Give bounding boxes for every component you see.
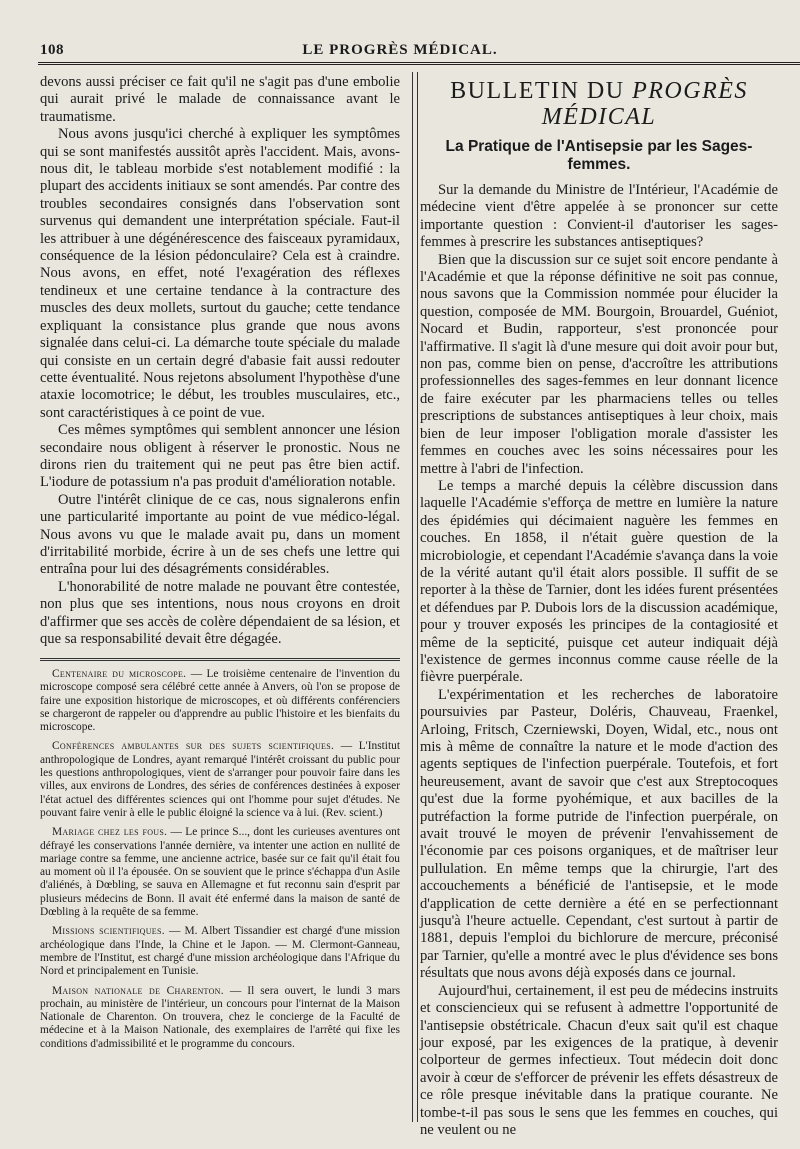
note-text: — Le prince S..., dont les curieuses aventures ont défrayé les conservations l'année dernière, va intenter une action en nullité de mariage contre sa femme, une ancienne actrice, basée sur ce fait qu'il était fou au moment où il l'a épousée. On se souvient que le prince s'échappa d'un Asile d'aliénés, à Dœbling, se sauva en Allemagne et fut reconnu sain d'esprit par plusieurs médecins de Bonn. Il avait été enfermé dans la maison de santé de Dœbling à la requête de sa femme. — [40, 826, 400, 919]
paragraph: L'expérimentation et les recherches de laboratoire poursuivies par Pasteur, Doléris, Chauveau, Fraenkel, Arloing, Fritsch, Czerniewski, Doyen, Widal, etc., nous ont mis à même de connaître la nature et le mode d'action des agents septiques de l'infection puerpérale. Toutefois, et fort heureusement, avant de savoir que c'est aux Streptocoques qu'est due la forme pyohémique, et aux bacilles de la putréfaction la forme putride de l'infection puerpérale, on avait trouvé le moyen de prévenir l'envahissement de l'économie par ces poisons organiques, et de maîtriser leur pullulation. En même temps que la chirurgie, l'art des accouchements a bénéficié de l'antisepsie, et le mode d'application de cette dernière a été en se perfectionnant jusqu'à l'heure actuelle. Cependant, c'est surtout à partir de 1881, depuis l'emploi du bichlorure de mercure, préconisé par Tarnier, qu'elle a montré avec le plus d'évidence ses bons résultats que nous avons déjà exposés dans ce journal. — [420, 686, 778, 982]
article-title: La Pratique de l'Antisepsie par les Sages-femmes. — [445, 138, 753, 173]
note-text: — Le troisième centenaire de l'invention du microscope composé sera célébré cette année à Anvers, où l'on se propose de faire une exposition historique de microscopes, et où différents conférenciers se chargeront de rappeler ou d'apprendre au public l'histoire et les bienfaits du microscope. — [40, 668, 401, 734]
right-column — [420, 78, 778, 1139]
note-heading: Missions scientifiques. — [52, 925, 165, 938]
bulletin-title-journal: PROGRÈS MÉDICAL — [541, 78, 748, 130]
note-text: — L'Institut anthropologique de Londres, ayant remarqué l'intérêt croissant du public pour les questions anthropologiques, vient de s'arranger pour pouvoir faire dans les villes, aux environs de Londres, des séries de conférences destinées à exposer l'état actuel des différentes sciences qui ont l'homme pour sujet d'études. Ne pouvant faire venir à elle le public éloigné la science va à lui. (Rev. scient.) — [40, 740, 400, 819]
news-note — [40, 740, 400, 820]
note-heading: Conférences ambulantes sur des sujets scientifiques. — [52, 740, 335, 753]
paragraph: Le temps a marché depuis la célèbre discussion dans laquelle l'Académie s'efforça de mettre en lumière la nature des épidémies qui décimaient naguère les femmes en couches. En 1858, il n'était guère question de la microbiologie, et cependant l'Académie s'avança dans la voie de la vérité autant qu'il était alors possible. Il suffit de se reporter à la thèse de Tarnier, dont les idées furent présentées et défendues par P. Dubois lors de la discussion académique, pour y trouver exposés les principes de la contagiosité et même de la septicité, puisque cet auteur indiquait déjà l'existence de germes inconnus comme cause réelle de la fièvre puerpérale. — [420, 477, 778, 686]
note-text: — M. Albert Tissandier est chargé d'une mission archéologique dans l'Inde, la Chine et le Japon. — M. Clermont-Ganneau, membre de l'Institut, est chargé d'une mission archéologique dans l'Afrique du Nord et principalement en Tunisie. — [40, 925, 400, 978]
left-column — [40, 74, 400, 648]
paragraph: Outre l'intérêt clinique de ce cas, nous signalerons enfin une particularité importante au point de vue médico-légal. Nous avons vu que le malade avait pu, dans un moment d'irritabilité morbide, écrire à un de ses chefs une lettre qui entraîna pour lui des désagréments considérables. — [40, 491, 400, 578]
news-note — [40, 925, 400, 978]
paragraph: Nous avons jusqu'ici cherché à expliquer les symptômes qui se sont manifestés aussitôt après l'accident. Mais, avons-nous dit, le tableau morbide s'est notablement modifié : la plupart des accidents initiaux se sont amendés. Par contre des troubles secondaires consignés dans l'observation sont survenus qui demandent une interprétation spéciale. Faut-il les attribuer à une dégénérescence des faisceaux pyramidaux, conséquence de la lésion pédonculaire? Cela est à craindre. Nous avons, en effet, noté l'exagération des réflexes tendineux et une certaine tendance à la contracture des muscles des deux mollets, surtout du gauche; cette tendance expliquant la consistance plus grande que nous avons signalée dans celui-ci. La démarche toute spéciale du malade qui consiste en un certain degré d'abasie fait aussi redouter cette éventualité. Nous rejetons absolument l'hypothèse d'une ataxie locomotrice; le début, les troubles musculaires, etc., sont caractéristiques à ce point de vue. — [40, 126, 400, 421]
bulletin-title — [420, 78, 778, 130]
paragraph: Ces mêmes symptômes qui semblent annoncer une lésion secondaire nous obligent à réserver le pronostic. Nous ne dirons rien du traitement qui ne peut pas être bien actif. L'iodure de potassium n'a pas produit d'amélioration notable. — [40, 422, 400, 491]
paragraph: Aujourd'hui, certainement, il est peu de médecins instruits et consciencieux qui se refusent à admettre l'opportunité de l'antisepsie obstétricale. Chacun d'eux sait qu'il est chaque jour exposé, par les exigences de la pratique, à devenir colporteur de germes infectieux. Tout médecin doit donc avoir à cœur de s'efforcer de prévenir les effets désastreux de ce rôle presque inévitable dans la pratique courante. Ne tombe-t-il pas sous le sens que les femmes en couches, qui ne veulent ou ne — [420, 982, 778, 1138]
note-heading: Mariage chez les fous. — [52, 826, 168, 839]
page-number: 108 — [40, 42, 64, 58]
paragraph: Bien que la discussion sur ce sujet soit encore pendante à l'Académie et que la réponse définitive ne soit pas connue, nous savons que la Commission nommée pour élucider la question, composée de MM. Bourgoin, Brouardel, Guéniot, Nocard et Budin, rapporteur, s'est prononcée pour l'affirmative. Il s'agit là d'une mesure qui doit avoir pour but, non pas, comme bien on pense, d'accroître les attributions professionnelles des sages-femmes en leur donnant licence de faire exécuter par les pharmaciens telles ou telles prescriptions de substances antiseptiques à leur choix, mais bien de leur imposer l'obligation morale d'assister les femmes en couches avec les soins nécessaires pour les mettre à l'abri de l'infection. — [420, 251, 778, 477]
column-divider — [412, 72, 418, 1122]
news-note — [40, 985, 400, 1051]
paragraph: devons aussi préciser ce fait qu'il ne s'agit pas d'une embolie qui aurait privé le malade de connaissance avant le traumatisme. — [40, 74, 400, 125]
note-heading: Centenaire du microscope. — [52, 668, 187, 680]
news-note — [40, 668, 400, 734]
paragraph: L'honorabilité de notre malade ne pouvant être contestée, non plus que ses intentions, nous nous croyons en droit d'affirmer que ses accès de colère dépendaient de sa lésion, et que sa responsabilité devait être dégagée. — [40, 578, 400, 647]
notes-divider — [40, 658, 400, 661]
bulletin-title-prefix: BULLETIN DU — [450, 78, 633, 104]
note-text: — Il sera ouvert, le lundi 3 mars prochain, au ministère de l'intérieur, un concours pour l'internat de la Maison Nationale de Charenton. On trouvera, chez le concierge de la Faculté de médecine et à la Maison Nationale, des exemplaires de l'arrêté qui fixe les conditions d'admissibilité et le programme du concours. — [40, 984, 401, 1050]
header-rule — [38, 62, 800, 65]
news-note — [40, 826, 400, 919]
paragraph: Sur la demande du Ministre de l'Intérieur, l'Académie de médecine vient d'être appelée à se prononcer sur cette importante question : Convient-il d'autoriser les sages-femmes à prescrire les substances antiseptiques? — [420, 182, 778, 251]
news-notes — [40, 668, 400, 1057]
note-heading: Maison nationale de Charenton. — [52, 984, 224, 997]
running-head: LE PROGRÈS MÉDICAL. — [302, 42, 498, 58]
